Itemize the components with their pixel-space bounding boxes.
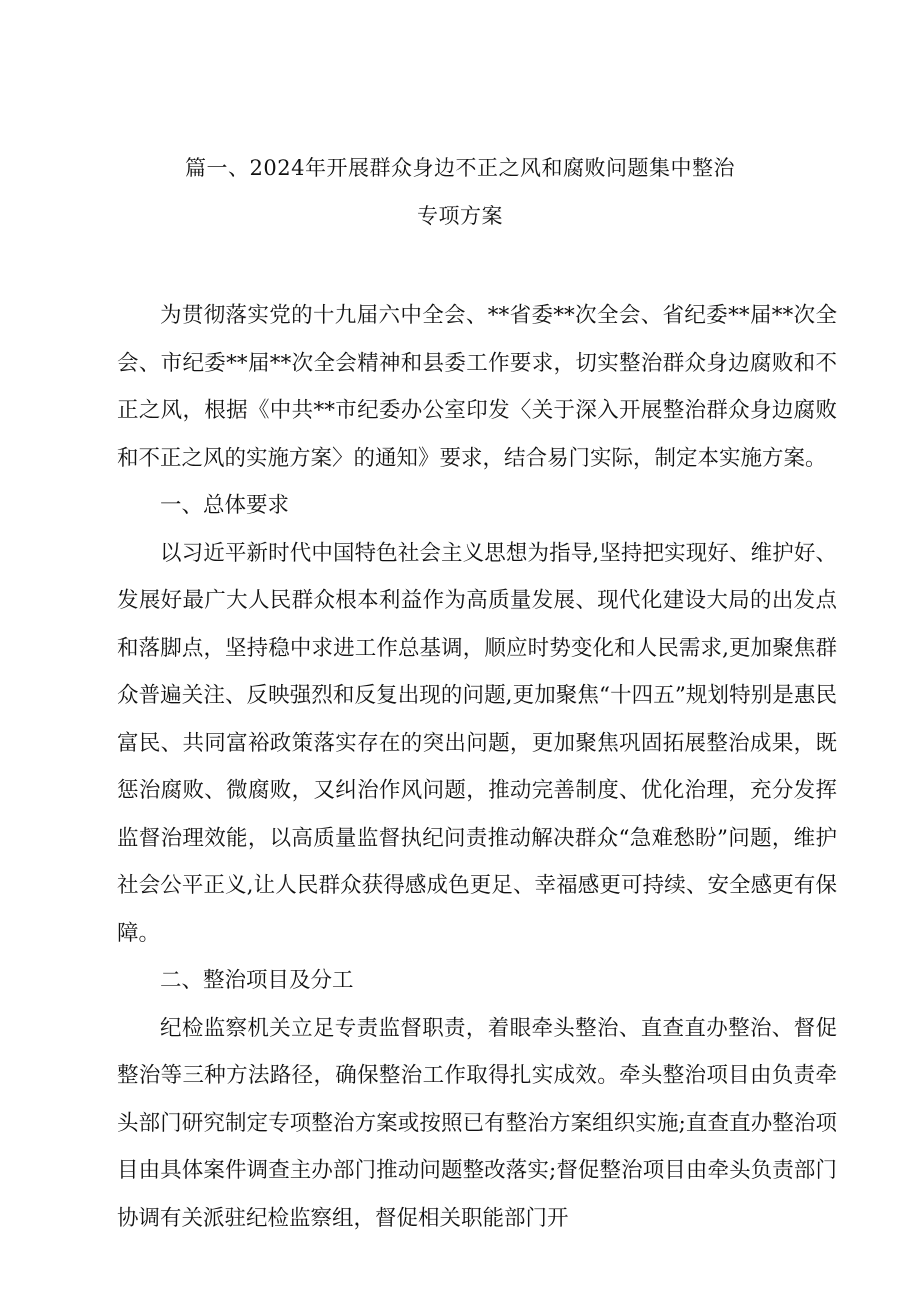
projects-and-division-paragraph: 纪检监察机关立足专责监督职责，着眼牵头整治、直查直办整治、督促整治等三种方法路径，确保整治工作取得扎实成效。牵头整治项目由负责牵头部门研究制定专项整治方案或按照已有整治方案组织实施;直查直办整治项目由具体案件调查主办部门推动问题整改落实;督促整治项目由牵头负责部门协调有关派驻纪检监察组，督促相关职能部门开 — [117, 1015, 837, 1231]
document-title-line-2: 专项方案 — [417, 204, 503, 228]
section-heading-general-requirements: 一、总体要求 — [160, 493, 290, 518]
document-title-line-1: 篇一、2024年开展群众身边不正之风和腐败问题集中整治 — [185, 156, 735, 180]
intro-paragraph: 为贯彻落实党的十九届六中全会、**省委**次全会、省纪委**届**次全会、市纪委**届**次全会精神和县委工作要求，切实整治群众身边腐败和不正之风，根据《中共**市纪委办公室印发〈关于深入开展整治群众身边腐败和不正之风的实施方案〉的通知》要求，结合易门实际，制定本实施方案。 — [117, 303, 837, 471]
section-heading-projects-and-division: 二、整治项目及分工 — [160, 968, 354, 993]
document-body — [117, 292, 837, 1242]
general-requirements-paragraph: 以习近平新时代中国特色社会主义思想为指导,坚持把实现好、维护好、发展好最广大人民群众根本利益作为高质量发展、现代化建设大局的出发点和落脚点，坚持稳中求进工作总基调，顺应时势变化和人民需求,更加聚焦群众普遍关注、反映强烈和反复出现的问题,更加聚焦“十四五”规划特别是惠民富民、共同富裕政策落实存在的突出问题，更加聚焦巩固拓展整治成果，既惩治腐败、微腐败，又纠治作风问题，推动完善制度、优化治理，充分发挥监督治理效能，以高质量监督执纪问责推动解决群众“急难愁盼”问题，维护社会公平正义,让人民群众获得感成色更足、幸福感更可持续、安全感更有保障。 — [117, 540, 837, 946]
